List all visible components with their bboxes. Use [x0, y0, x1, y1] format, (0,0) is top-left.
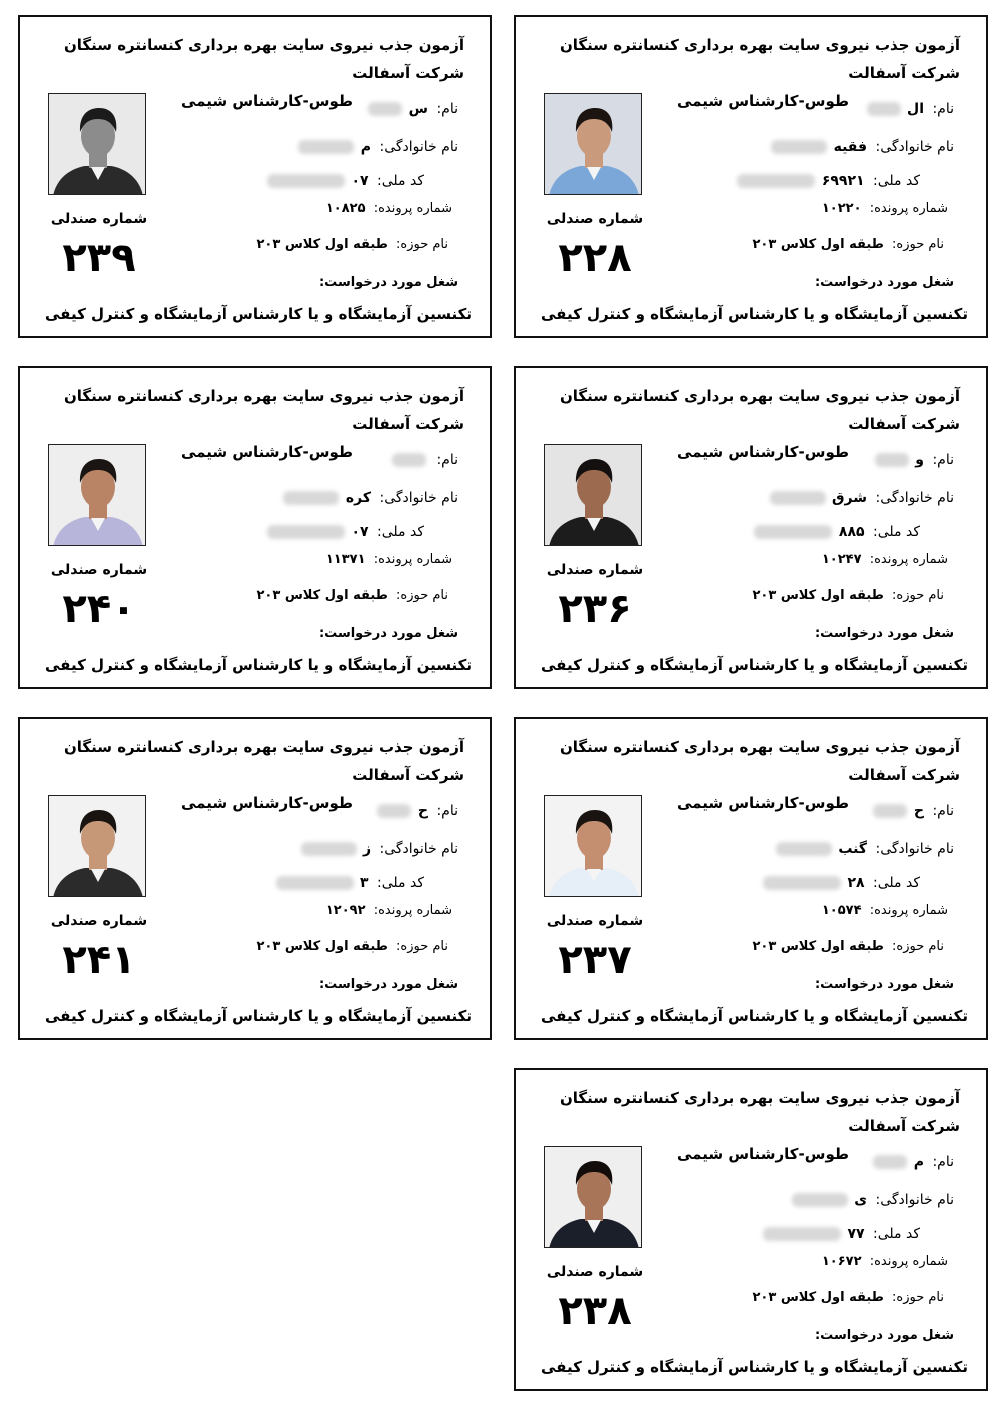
- national-id-row: [267, 169, 424, 193]
- file-number-value: ۱۰۲۲۰: [821, 201, 862, 216]
- exam-card: [514, 1068, 988, 1391]
- card-title-line1: آزمون جذب نیروی سایت بهره برداری کنسانتره سنگان شرکت آسفالت: [559, 1089, 960, 1135]
- applicant-photo: [544, 93, 642, 195]
- name-label: نام:: [932, 452, 954, 468]
- redaction-blur: [276, 876, 354, 890]
- family-label: نام خانوادگی:: [875, 1192, 954, 1208]
- exam-card: [18, 717, 492, 1040]
- name-row: [392, 448, 458, 472]
- job-value: تکنسین آزمایشگاه و یا کارشناس آزمایشگاه و کنترل کیفی: [541, 305, 968, 323]
- name-row: [873, 1150, 954, 1174]
- job-label: شغل مورد درخواست:: [318, 977, 458, 992]
- redaction-blur: [763, 1227, 841, 1241]
- name-label: نام:: [436, 803, 458, 819]
- portrait-icon: [49, 796, 146, 897]
- redaction-blur: [771, 140, 827, 154]
- file-number-label: شماره پرونده:: [869, 1254, 948, 1269]
- portrait-icon: [545, 445, 642, 546]
- redaction-blur: [737, 174, 815, 188]
- applicant-photo: [48, 93, 146, 195]
- file-number-label: شماره پرونده:: [869, 903, 948, 918]
- family-row: [771, 135, 954, 159]
- file-number-value: ۱۰۸۲۵: [325, 201, 366, 216]
- job-value: تکنسین آزمایشگاه و یا کارشناس آزمایشگاه و کنترل کیفی: [541, 656, 968, 674]
- exam-zone-row: [753, 584, 945, 608]
- file-number-label: شماره پرونده:: [869, 201, 948, 216]
- national-id-label: کد ملی:: [873, 173, 920, 189]
- seat-label: شماره صندلی: [546, 562, 644, 578]
- file-number-label: شماره پرونده:: [373, 903, 452, 918]
- name-row: [867, 97, 954, 121]
- national-id-label: کد ملی:: [377, 875, 424, 891]
- exam-zone-row: [257, 935, 449, 959]
- job-label: شغل مورد درخواست:: [318, 626, 458, 641]
- card-title-line2: طوس-کارشناس شیمی: [677, 1145, 849, 1163]
- portrait-icon: [545, 796, 642, 897]
- job-label: شغل مورد درخواست:: [814, 1328, 954, 1343]
- family-value: ز: [362, 841, 372, 857]
- national-id-value: ۶۹۹۲۱: [821, 173, 865, 189]
- redaction-blur: [875, 453, 909, 467]
- file-number-row: [326, 899, 452, 923]
- exam-zone-row: [753, 935, 945, 959]
- portrait-icon: [545, 1147, 642, 1248]
- family-row: [792, 1188, 954, 1212]
- seat-number: ۲۳۹: [62, 235, 136, 281]
- exam-zone-value: طبقه اول کلاس ۲۰۳: [752, 588, 884, 603]
- seat-number: ۲۳۷: [558, 937, 632, 983]
- exam-zone-label: نام حوزه:: [396, 237, 448, 252]
- redaction-blur: [298, 140, 354, 154]
- seat-number: ۲۴۱: [62, 937, 136, 983]
- redaction-blur: [776, 842, 832, 856]
- seat-label: شماره صندلی: [50, 913, 148, 929]
- exam-card: [18, 366, 492, 689]
- redaction-blur: [301, 842, 357, 856]
- card-title-line1: آزمون جذب نیروی سایت بهره برداری کنسانتره سنگان شرکت آسفالت: [63, 387, 464, 433]
- family-value: گنب: [838, 841, 868, 857]
- file-number-value: ۱۰۶۷۲: [821, 1254, 862, 1269]
- job-label: شغل مورد درخواست:: [814, 626, 954, 641]
- file-number-row: [822, 548, 948, 572]
- family-value: م: [360, 139, 372, 155]
- redaction-blur: [763, 876, 841, 890]
- name-label: نام:: [932, 803, 954, 819]
- seat-label: شماره صندلی: [50, 211, 148, 227]
- card-title-line1: آزمون جذب نیروی سایت بهره برداری کنسانتره سنگان شرکت آسفالت: [559, 738, 960, 784]
- name-label: نام:: [932, 1154, 954, 1170]
- national-id-row: [763, 871, 920, 895]
- national-id-value: ۲۸: [847, 875, 865, 891]
- file-number-value: ۱۰۵۷۴: [821, 903, 862, 918]
- file-number-row: [822, 197, 948, 221]
- family-value: کره: [345, 490, 372, 506]
- family-value: فقیه: [833, 139, 868, 155]
- job-label: شغل مورد درخواست:: [814, 275, 954, 290]
- national-id-label: کد ملی:: [873, 875, 920, 891]
- national-id-value: ۷۷: [847, 1226, 865, 1242]
- file-number-label: شماره پرونده:: [373, 201, 452, 216]
- redaction-blur: [368, 102, 402, 116]
- exam-zone-row: [257, 584, 449, 608]
- seat-label: شماره صندلی: [50, 562, 148, 578]
- name-row: [368, 97, 458, 121]
- family-row: [283, 486, 458, 510]
- file-number-value: ۱۰۲۴۷: [821, 552, 862, 567]
- card-title-line1: آزمون جذب نیروی سایت بهره برداری کنسانتره سنگان شرکت آسفالت: [63, 36, 464, 82]
- family-row: [301, 837, 458, 861]
- exam-zone-label: نام حوزه:: [892, 588, 944, 603]
- file-number-value: ۱۲۰۹۲: [325, 903, 366, 918]
- name-value: م: [913, 1154, 924, 1170]
- file-number-row: [822, 1250, 948, 1274]
- applicant-photo: [48, 795, 146, 897]
- exam-zone-label: نام حوزه:: [892, 939, 944, 954]
- redaction-blur: [873, 804, 907, 818]
- exam-zone-value: طبقه اول کلاس ۲۰۳: [752, 237, 884, 252]
- card-title-line2: طوس-کارشناس شیمی: [677, 443, 849, 461]
- job-label: شغل مورد درخواست:: [318, 275, 458, 290]
- redaction-blur: [377, 804, 411, 818]
- name-row: [873, 799, 954, 823]
- national-id-value: ۰۷: [351, 524, 369, 540]
- card-title-line2: طوس-کارشناس شیمی: [181, 794, 353, 812]
- national-id-row: [267, 520, 424, 544]
- national-id-row: [754, 520, 920, 544]
- redaction-blur: [267, 525, 345, 539]
- seat-label: شماره صندلی: [546, 211, 644, 227]
- national-id-row: [276, 871, 424, 895]
- portrait-icon: [49, 445, 146, 546]
- name-value: ال: [907, 101, 924, 117]
- job-value: تکنسین آزمایشگاه و یا کارشناس آزمایشگاه و کنترل کیفی: [541, 1358, 968, 1376]
- name-label: نام:: [436, 101, 458, 117]
- name-row: [377, 799, 458, 823]
- file-number-value: ۱۱۳۷۱: [325, 552, 366, 567]
- job-value: تکنسین آزمایشگاه و یا کارشناس آزمایشگاه و کنترل کیفی: [541, 1007, 968, 1025]
- name-row: [875, 448, 954, 472]
- job-value: تکنسین آزمایشگاه و یا کارشناس آزمایشگاه و کنترل کیفی: [45, 1007, 472, 1025]
- seat-number: ۲۳۸: [558, 1288, 632, 1334]
- national-id-value: ۸۸۵: [838, 524, 865, 540]
- applicant-photo: [544, 1146, 642, 1248]
- card-title-line2: طوس-کارشناس شیمی: [181, 443, 353, 461]
- name-value: ح: [417, 803, 428, 819]
- family-label: نام خانوادگی:: [875, 841, 954, 857]
- exam-zone-row: [257, 233, 449, 257]
- applicant-photo: [544, 795, 642, 897]
- portrait-icon: [49, 94, 146, 195]
- family-label: نام خانوادگی:: [379, 490, 458, 506]
- redaction-blur: [283, 491, 339, 505]
- family-row: [776, 837, 954, 861]
- redaction-blur: [873, 1155, 907, 1169]
- file-number-row: [326, 548, 452, 572]
- name-label: نام:: [436, 452, 458, 468]
- exam-zone-label: نام حوزه:: [396, 939, 448, 954]
- family-value: شرق: [832, 490, 868, 506]
- exam-zone-row: [753, 233, 945, 257]
- seat-number: ۲۴۰: [62, 586, 136, 632]
- family-label: نام خانوادگی:: [379, 841, 458, 857]
- national-id-label: کد ملی:: [873, 1226, 920, 1242]
- card-title-line1: آزمون جذب نیروی سایت بهره برداری کنسانتره سنگان شرکت آسفالت: [63, 738, 464, 784]
- applicant-photo: [544, 444, 642, 546]
- national-id-label: کد ملی:: [377, 524, 424, 540]
- seat-label: شماره صندلی: [546, 1264, 644, 1280]
- name-label: نام:: [932, 101, 954, 117]
- national-id-label: کد ملی:: [873, 524, 920, 540]
- seat-label: شماره صندلی: [546, 913, 644, 929]
- name-value: و: [915, 452, 924, 468]
- name-value: ح: [913, 803, 924, 819]
- file-number-row: [822, 899, 948, 923]
- national-id-label: کد ملی:: [377, 173, 424, 189]
- job-value: تکنسین آزمایشگاه و یا کارشناس آزمایشگاه و کنترل کیفی: [45, 656, 472, 674]
- card-title-line2: طوس-کارشناس شیمی: [677, 794, 849, 812]
- job-value: تکنسین آزمایشگاه و یا کارشناس آزمایشگاه و کنترل کیفی: [45, 305, 472, 323]
- national-id-row: [737, 169, 920, 193]
- seat-number: ۲۳۶: [558, 586, 632, 632]
- exam-card: [514, 15, 988, 338]
- redaction-blur: [770, 491, 826, 505]
- card-title-line2: طوس-کارشناس شیمی: [181, 92, 353, 110]
- exam-zone-label: نام حوزه:: [892, 237, 944, 252]
- file-number-row: [326, 197, 452, 221]
- exam-card: [514, 366, 988, 689]
- exam-zone-value: طبقه اول کلاس ۲۰۳: [256, 237, 388, 252]
- exam-zone-value: طبقه اول کلاس ۲۰۳: [752, 939, 884, 954]
- exam-zone-label: نام حوزه:: [396, 588, 448, 603]
- card-title-line1: آزمون جذب نیروی سایت بهره برداری کنسانتره سنگان شرکت آسفالت: [559, 387, 960, 433]
- redaction-blur: [392, 453, 426, 467]
- redaction-blur: [754, 525, 832, 539]
- seat-number: ۲۲۸: [558, 235, 632, 281]
- name-value: س: [408, 101, 428, 117]
- national-id-value: ۰۷: [351, 173, 369, 189]
- redaction-blur: [792, 1193, 848, 1207]
- exam-card: [18, 15, 492, 338]
- family-row: [298, 135, 458, 159]
- redaction-blur: [267, 174, 345, 188]
- exam-zone-value: طبقه اول کلاس ۲۰۳: [752, 1290, 884, 1305]
- exam-zone-value: طبقه اول کلاس ۲۰۳: [256, 939, 388, 954]
- family-label: نام خانوادگی:: [379, 139, 458, 155]
- family-label: نام خانوادگی:: [875, 490, 954, 506]
- file-number-label: شماره پرونده:: [869, 552, 948, 567]
- family-label: نام خانوادگی:: [875, 139, 954, 155]
- national-id-row: [763, 1222, 920, 1246]
- redaction-blur: [867, 102, 901, 116]
- card-title-line1: آزمون جذب نیروی سایت بهره برداری کنسانتره سنگان شرکت آسفالت: [559, 36, 960, 82]
- exam-zone-label: نام حوزه:: [892, 1290, 944, 1305]
- national-id-value: ۳: [360, 875, 369, 891]
- exam-card: [514, 717, 988, 1040]
- job-label: شغل مورد درخواست:: [814, 977, 954, 992]
- file-number-label: شماره پرونده:: [373, 552, 452, 567]
- applicant-photo: [48, 444, 146, 546]
- exam-zone-row: [753, 1286, 945, 1310]
- card-title-line2: طوس-کارشناس شیمی: [677, 92, 849, 110]
- exam-zone-value: طبقه اول کلاس ۲۰۳: [256, 588, 388, 603]
- family-row: [770, 486, 954, 510]
- portrait-icon: [545, 94, 642, 195]
- family-value: ی: [854, 1192, 868, 1208]
